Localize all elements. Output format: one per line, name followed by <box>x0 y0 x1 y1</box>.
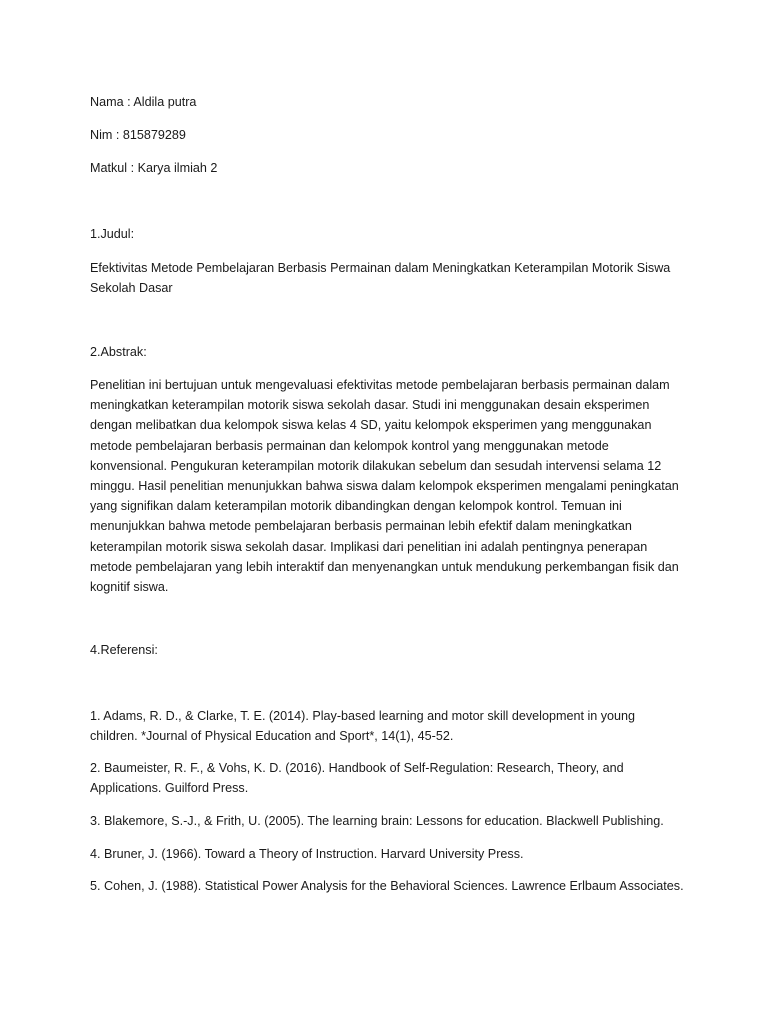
judul-text: Efektivitas Metode Pembelajaran Berbasis Permainan dalam Meningkatkan Keterampilan Motorik Siswa Sekolah Dasar <box>90 261 671 296</box>
abstrak-heading: 2.Abstrak: <box>90 345 147 359</box>
referensi-heading: 4.Referensi: <box>90 643 158 657</box>
student-nim: Nim : 815879289 <box>90 128 186 142</box>
reference-item: 2. Baumeister, R. F., & Vohs, K. D. (2016). Handbook of Self-Regulation: Research, Theory, and Applications. Guilford Press. <box>90 761 624 795</box>
reference-item: 3. Blakemore, S.-J., & Frith, U. (2005). The learning brain: Lessons for education. Blackwell Publishing. <box>90 814 664 828</box>
reference-item: 1. Adams, R. D., & Clarke, T. E. (2014). Play-based learning and motor skill development in young children. *Journal of Physical Education and Sport*, 14(1), 45-52. <box>90 709 636 743</box>
student-name: Nama : Aldila putra <box>90 95 197 109</box>
reference-item: 5. Cohen, J. (1988). Statistical Power Analysis for the Behavioral Sciences. Lawrence Erlbaum Associates. <box>90 879 684 893</box>
reference-item: 4. Bruner, J. (1966). Toward a Theory of Instruction. Harvard University Press. <box>90 847 524 861</box>
judul-heading: 1.Judul: <box>90 227 135 241</box>
abstrak-text: Penelitian ini bertujuan untuk mengevaluasi efektivitas metode pembelajaran berbasis permainan dalam meningkatkan keterampilan motorik siswa sekolah dasar. Studi ini menggunakan desain eksperimen dengan melibatkan dua kelompok siswa kelas 4 SD, yaitu kelompok eksperimen yang menggunakan metode pembelajaran berbasis permainan dan kelompok kontrol yang menggunakan metode konvensional. Pengukuran keterampilan motorik dilakukan sebelum dan sesudah intervensi selama 12 minggu. Hasil penelitian menunjukkan bahwa siswa dalam kelompok eksperimen mengalami peningkatan yang signifikan dalam keterampilan motorik dibandingkan dengan kelompok kontrol. Temuan ini menunjukkan bahwa metode pembelajaran berbasis permainan lebih efektif dalam meningkatkan keterampilan motorik siswa sekolah dasar. Implikasi dari penelitian ini adalah pentingnya penerapan metode pembelajaran yang lebih interaktif dan menyenangkan untuk mendukung perkembangan fisik dan kognitif siswa. <box>90 378 679 595</box>
course-name: Matkul : Karya ilmiah 2 <box>90 161 218 175</box>
